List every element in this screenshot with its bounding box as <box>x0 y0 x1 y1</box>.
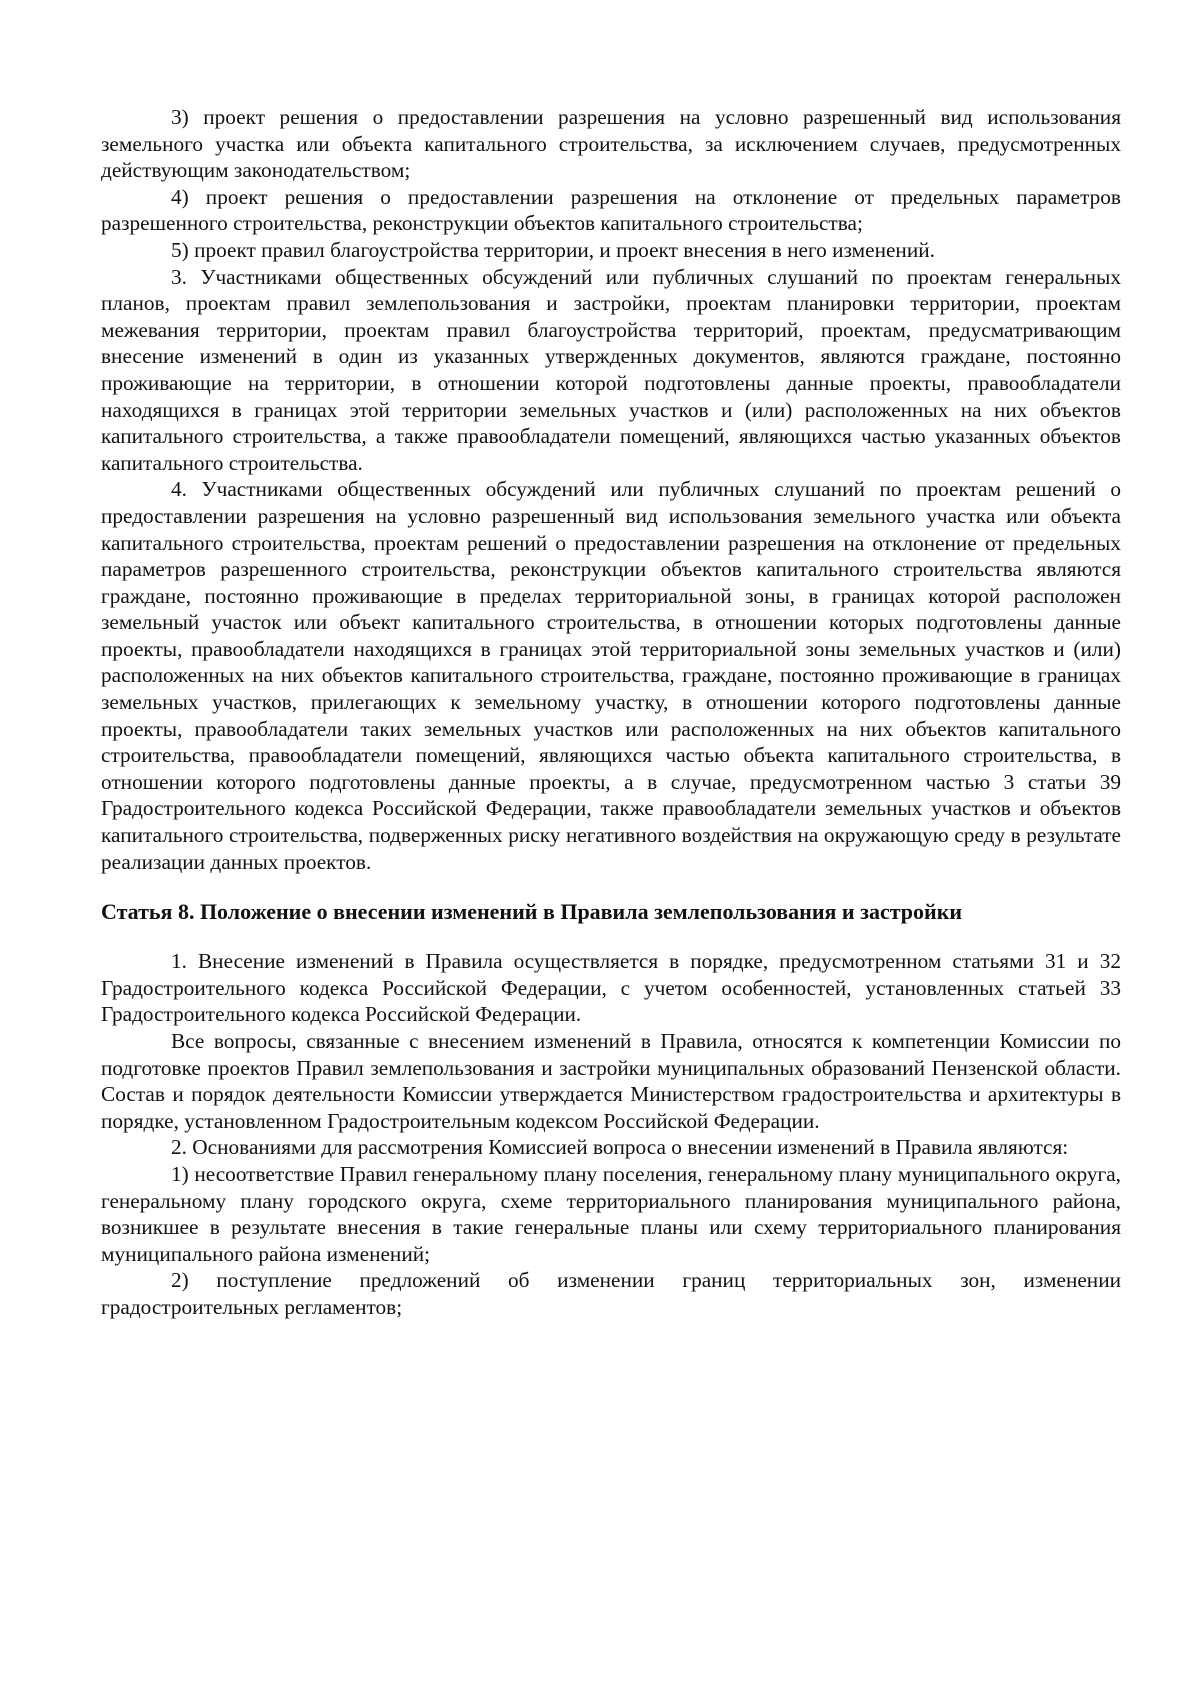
article-8-heading: Статья 8. Положение о внесении изменений в Правила землепользования и застройки <box>101 899 963 925</box>
paragraph-item-5-improvement-rules: 5) проект правил благоустройства территории, и проект внесения в него изменений. <box>171 237 935 262</box>
paragraph-item-3-conditional-use: 3) проект решения о предоставлении разрешения на условно разрешенный вид использования земельного участка или объекта капитального строительства, за исключением случаев, предусмотренных действующим законодательством; <box>101 105 1121 183</box>
paragraph-ground-2: 2) поступление предложений об изменении границ территориальных зон, изменении градостроительных регламентов; <box>101 1268 1121 1319</box>
paragraph-point-3-participants: 3. Участниками общественных обсуждений или публичных слушаний по проектам генеральных планов, проектам правил землепользования и застройки, проектам планировки территории, проектам межевания территории, проектам правил благоустройства территорий, проектам, предусматривающим внесение изменений в один из указанных утвержденных документов, являются граждане, постоянно проживающие на территории, в отношении которой подготовлены данные проекты, правообладатели находящихся в границах этой территории земельных участков и (или) расположенных на них объектов капитального строительства, а также правообладатели помещений, являющихся частью указанных объектов капитального строительства. <box>101 264 1121 475</box>
paragraph-ground-1: 1) несоответствие Правил генеральному плану поселения, генеральному плану муниципального округа, генеральному плану городского округа, схеме территориального планирования муниципального района, возникшее в результате внесения в такие генеральные планы или схему территориального планирования муниципального района изменений; <box>101 1161 1121 1266</box>
paragraph-commission-competence: Все вопросы, связанные с внесением изменений в Правила, относятся к компетенции Комиссии по подготовке проектов Правил землепользования и застройки муниципальных образований Пензенской области. Состав и порядок деятельности Комиссии утверждается Министерством градостроительства и архитектуры в порядке, установленном Градостроительным кодексом Российской Федерации. <box>101 1029 1121 1133</box>
paragraph-item-4-deviation: 4) проект решения о предоставлении разрешения на отклонение от предельных параметров разрешенного строительства, реконструкции объектов капитального строительства; <box>101 184 1121 236</box>
paragraph-point-4-participants: 4. Участниками общественных обсуждений или публичных слушаний по проектам решений о предоставлении разрешения на условно разрешенный вид использования земельного участка или объекта капитального строительства, проектам решений о предоставлении разрешения на отклонение от предельных параметров разрешенного строительства, реконструкции объектов капитального строительства являются граждане, постоянно проживающие в пределах территориальной зоны, в границах которой расположен земельный участок или объект капитального строительства, в отношении которых подготовлены данные проекты, правообладатели находящихся в границах этой территориальной зоны земельных участков и (или) расположенных на них объектов капитального строительства, граждане, постоянно проживающие в границах земельных участков, прилегающих к земельному участку, в отношении которого подготовлены данные проекты, правообладатели таких земельных участков или расположенных на них объектов капитального строительства, правообладатели помещений, являющихся частью объекта капитального строительства, в отношении которого подготовлены данные проекты, а в случае, предусмотренном частью 3 статьи 39 Градостроительного кодекса Российской Федерации, также правообладатели земельных участков и объектов капитального строительства, подверженных риску негативного воздействия на окружающую среду в результате реализации данных проектов. <box>101 477 1121 874</box>
paragraph-article8-point-1: 1. Внесение изменений в Правила осуществляется в порядке, предусмотренном статьями 31 и 32 Градостроительного кодекса Российской Федерации, с учетом особенностей, установленных статьей 33 Градостроительного кодекса Российской Федерации. <box>101 949 1121 1027</box>
paragraph-article8-point-2: 2. Основаниями для рассмотрения Комиссией вопроса о внесении изменений в Правила являются: <box>171 1135 1069 1160</box>
